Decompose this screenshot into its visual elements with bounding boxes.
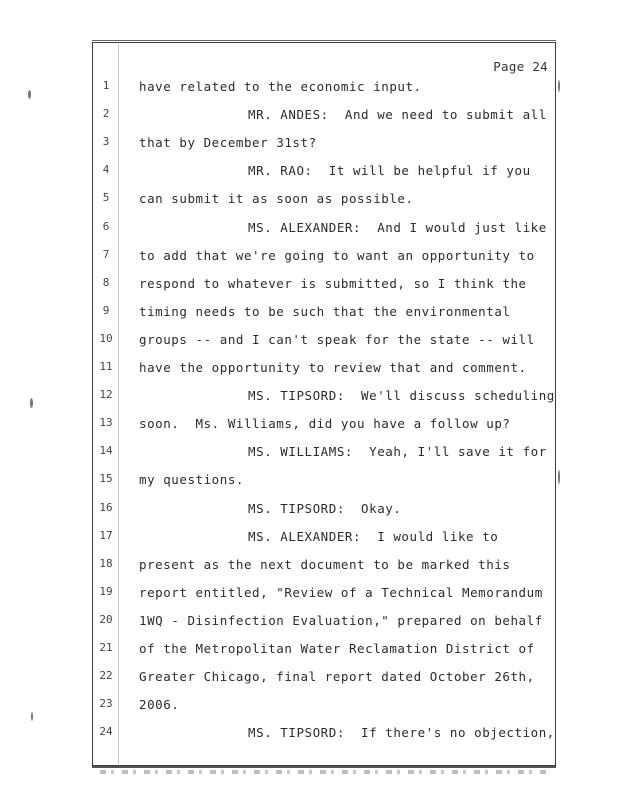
transcript-line	[0, 248, 618, 268]
transcript-line	[0, 529, 618, 549]
line-number: 20	[99, 612, 113, 626]
line-text: report entitled, "Review of a Technical Memorandum	[139, 584, 543, 600]
line-text: MS. ALEXANDER: I would like to	[248, 528, 499, 544]
line-text: that by December 31st?	[139, 135, 317, 151]
line-number: 5	[102, 191, 110, 205]
page-top-rule	[92, 40, 556, 41]
line-number: 21	[99, 641, 113, 654]
line-number: 6	[102, 219, 110, 233]
transcript-line	[0, 388, 618, 408]
transcript-line	[0, 276, 618, 296]
transcript-line	[0, 416, 618, 436]
line-number: 9	[102, 303, 110, 317]
line-number: 2	[102, 107, 110, 121]
line-number: 4	[102, 163, 110, 177]
line-text: Greater Chicago, final report dated October 26th,	[139, 669, 535, 685]
footer-scan-noise	[100, 770, 550, 774]
transcript-line	[0, 501, 618, 521]
line-text: MR. RAO: It will be helpful if you	[248, 163, 531, 179]
line-text: MS. WILLIAMS: Yeah, I'll save it for	[248, 444, 547, 460]
line-text: can submit it as soon as possible.	[139, 191, 414, 207]
line-number: 1	[102, 79, 110, 92]
line-number: 16	[99, 500, 113, 514]
line-number: 12	[99, 388, 113, 402]
transcript-line	[0, 304, 618, 324]
line-text: respond to whatever is submitted, so I think the	[139, 275, 527, 291]
scan-speck	[28, 90, 31, 99]
scan-speck	[31, 712, 33, 721]
page-number-label: Page 24	[493, 59, 548, 74]
transcript-line	[0, 669, 618, 689]
line-number: 17	[99, 528, 113, 542]
line-number: 8	[102, 275, 110, 289]
transcript-line	[0, 360, 618, 380]
line-number: 23	[99, 697, 113, 711]
transcript-line	[0, 557, 618, 577]
transcript-line	[0, 725, 618, 745]
line-text: MS. TIPSORD: We'll discuss scheduling	[248, 388, 555, 404]
transcript-line	[0, 163, 618, 183]
line-text: timing needs to be such that the environmental	[139, 303, 511, 319]
line-text: MS. TIPSORD: Okay.	[248, 500, 402, 516]
transcript-line	[0, 613, 618, 633]
line-text: of the Metropolitan Water Reclamation District of	[139, 641, 535, 656]
transcript-line	[0, 191, 618, 211]
line-text: 2006.	[139, 697, 180, 713]
line-number: 10	[99, 331, 113, 345]
transcript-line	[0, 585, 618, 605]
line-number: 7	[102, 247, 110, 261]
transcript-line	[0, 220, 618, 240]
line-number: 19	[99, 584, 113, 598]
scan-speck	[558, 470, 560, 484]
line-text: have related to the economic input.	[139, 79, 422, 94]
line-text: my questions.	[139, 472, 244, 488]
transcript-line	[0, 332, 618, 352]
line-text: groups -- and I can't speak for the state -- will	[139, 331, 535, 347]
line-number: 11	[99, 360, 113, 373]
transcript-line	[0, 444, 618, 464]
line-number: 24	[99, 725, 113, 739]
transcript-line	[0, 107, 618, 127]
page-bottom-rule	[92, 766, 556, 768]
line-text: soon. Ms. Williams, did you have a follow up?	[139, 416, 511, 432]
line-text: MS. ALEXANDER: And I would just like	[248, 219, 547, 235]
line-text: have the opportunity to review that and comment.	[139, 360, 527, 375]
line-number: 3	[102, 135, 110, 149]
line-text: present as the next document to be marked this	[139, 556, 511, 572]
transcript-line	[0, 79, 618, 99]
line-text: MS. TIPSORD: If there's no objection,	[248, 725, 555, 741]
transcript-line	[0, 135, 618, 155]
line-text: MR. ANDES: And we need to submit all	[248, 107, 547, 123]
line-text: 1WQ - Disinfection Evaluation," prepared on behalf	[139, 612, 543, 628]
scan-speck	[30, 398, 33, 408]
line-number: 18	[99, 556, 113, 570]
line-number: 22	[99, 669, 113, 683]
transcript-line	[0, 641, 618, 661]
line-number: 14	[99, 444, 113, 458]
line-number: 15	[99, 472, 113, 486]
line-number: 13	[99, 416, 113, 430]
transcript-line	[0, 472, 618, 492]
line-text: to add that we're going to want an opportunity to	[139, 247, 535, 263]
scan-speck	[558, 80, 560, 92]
transcript-line	[0, 697, 618, 717]
